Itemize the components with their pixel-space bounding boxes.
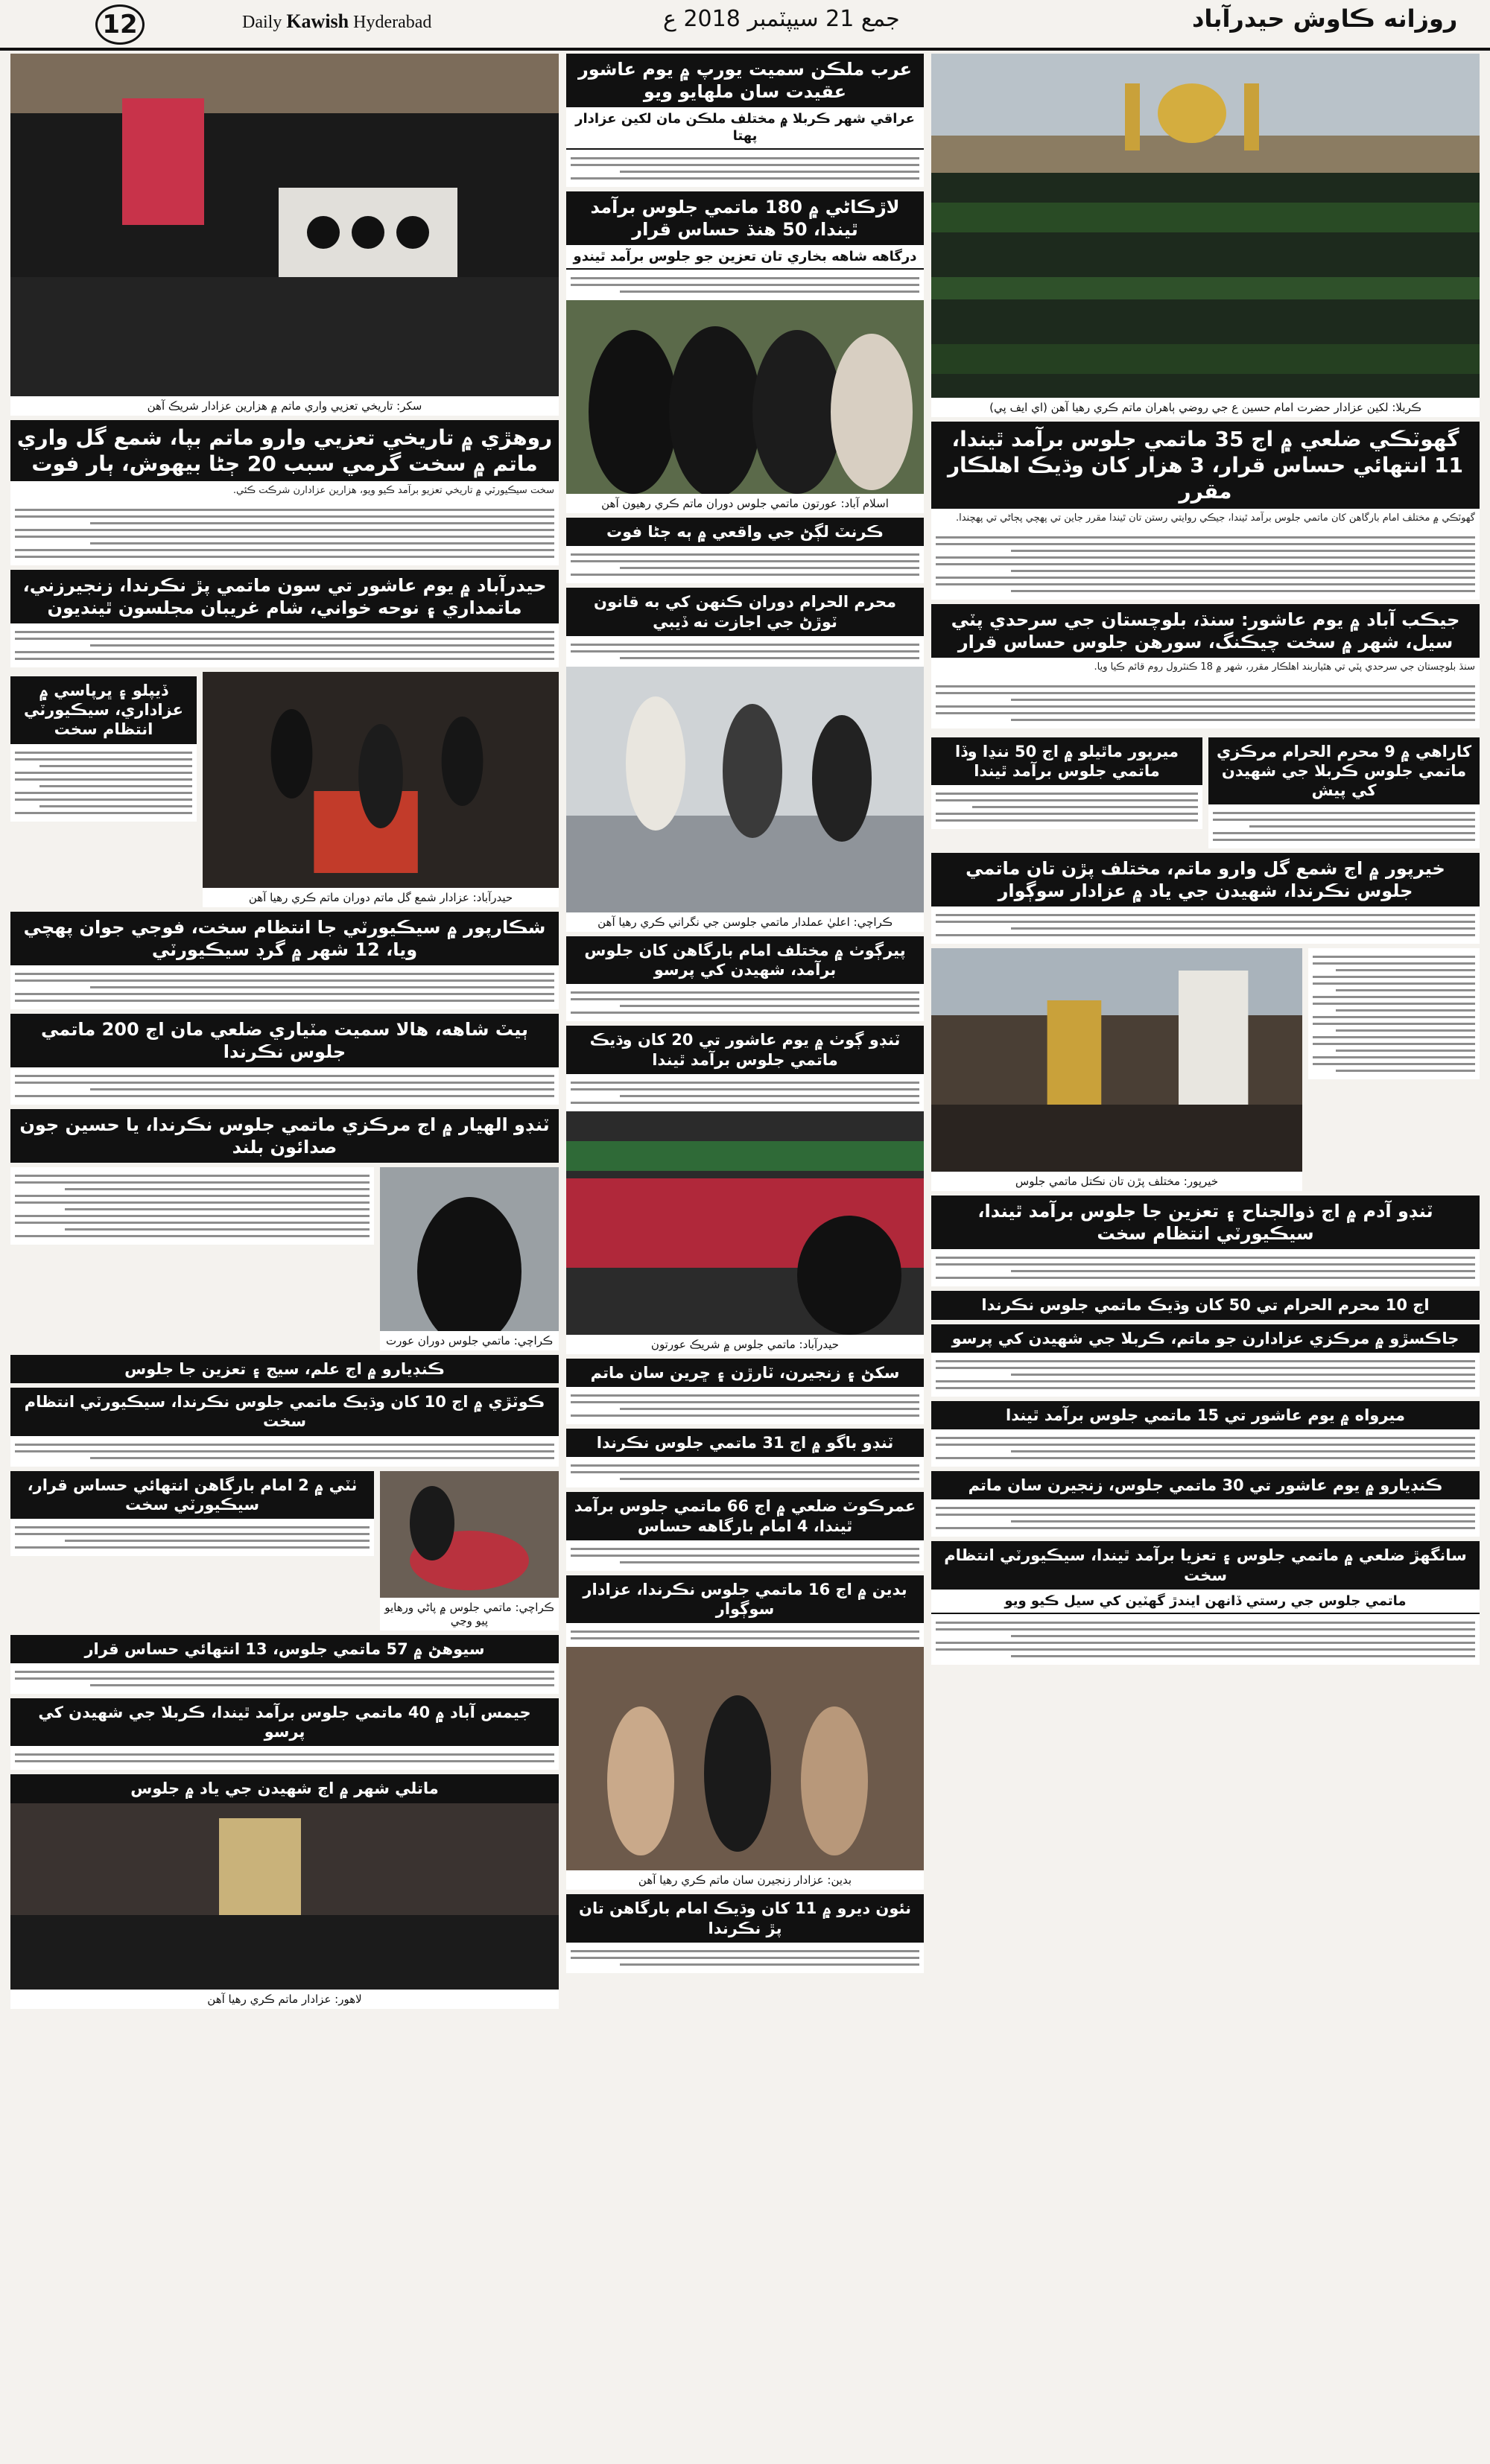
headline: ٻيٽ شاهه، هالا سميت مٽياري ضلعي مان اڄ 200 ماتمي جلوس نڪرندا — [10, 1014, 559, 1067]
article-text-lines — [566, 636, 924, 667]
headline: پيرڳوٺ ۾ مختلف امام بارگاهن کان جلوس برآمد، شهيدن کي پرسو — [566, 936, 924, 985]
photo-caption: ڪربلا: لکين عزادار حضرت امام حسين ع جي روضي ٻاهران ماتم ڪري رهيا آهن (اي ايف پي) — [931, 398, 1480, 417]
taziya-photo-icon — [10, 54, 559, 396]
headline: بدين ۾ اڄ 16 ماتمي جلوس نڪرندا، عزادار سوڳوار — [566, 1575, 924, 1624]
control-room-photo-icon — [566, 667, 924, 912]
headline: ميرواه ۾ يوم عاشور تي 15 ماتمي جلوس برآمد ٿيندا — [931, 1401, 1480, 1429]
masthead-english — [242, 10, 431, 33]
headline: سانگهڙ ضلعي ۾ ماتمي جلوس ۽ تعزيا برآمد ٿيندا، سيڪيورٽي انتظام سخت — [931, 1541, 1480, 1590]
photo-caption: خيرپور: مختلف پڙن تان نڪتل ماتمي جلوس — [931, 1172, 1302, 1191]
article-text-lines — [10, 1067, 559, 1105]
headline: ڪرنٽ لڳڻ جي واقعي ۾ ٻه ڄڻا فوت — [566, 518, 924, 546]
masthead-daily: Daily — [242, 13, 282, 32]
photo-caption: بدين: عزادار زنجيرن سان ماتم ڪري رهيا آهن — [566, 1870, 924, 1890]
photo-karbala-shrine — [931, 54, 1480, 398]
chain-mourning-photo-icon — [566, 1647, 924, 1870]
article-text-lines — [931, 785, 1202, 829]
headline: خيرپور ۾ اڄ شمع گل وارو ماتم، مختلف پڙن تان ماتمي جلوس نڪرندا، شهيدن جي ياد ۾ عزادار سوڳوار — [931, 853, 1480, 906]
article-text-lines — [1208, 804, 1480, 848]
subheadline: ماتمي جلوس جي رستي ڏانهن ايندڙ گهٽين کي سيل ڪيو ويو — [931, 1590, 1480, 1614]
article-text-lines — [10, 1746, 559, 1770]
subheadline: عراقي شهر ڪربلا ۾ مختلف ملڪن مان لکين عزادار پهتا — [566, 107, 924, 150]
article-body: گهوٽڪي ۾ مختلف امام بارگاهن کان ماتمي جلوس برآمد ٿيندا، جيڪي روايتي رستن تان ٿيندا مقرر جاين تي پهچي پڄاڻي تي پهچندا. — [931, 509, 1480, 529]
masthead — [0, 0, 1490, 51]
photo-khairpur-procession — [931, 948, 1302, 1172]
headline: عرب ملڪن سميت يورپ ۾ يوم عاشور عقيدت سان ملهايو ويو — [566, 54, 924, 107]
headline: محرم الحرام دوران ڪنهن کي به قانون ٽوڙڻ جي اجازت نه ڏيبي — [566, 588, 924, 636]
article-text-lines — [931, 1429, 1480, 1467]
story-with-photo — [10, 672, 559, 907]
photo-women-mourners — [566, 300, 924, 494]
article-text-lines — [1308, 948, 1480, 1079]
headline: شڪارپور ۾ سيڪيورٽي جا انتظام سخت، فوجي جوان پهچي ويا، 12 شهر ۾ گرڊ سيڪيورٽي — [10, 912, 559, 965]
photo-caption: ڪراچي: ماتمي جلوس ۾ پاڻي ورهايو پيو وڃي — [380, 1598, 559, 1631]
article-text-lines — [566, 1943, 924, 1973]
headline: ڪنڊيارو ۾ اڄ علم، سيج ۽ تعزين جا جلوس — [10, 1355, 559, 1383]
masthead-date: جمع 21 سيپٽمبر 2018 ع — [663, 6, 900, 32]
article-text-lines — [931, 1614, 1480, 1665]
photo-caption: ڪراچي: ماتمي جلوس دوران عورت — [380, 1331, 559, 1350]
photo-fire-walk — [203, 672, 559, 888]
headline: ٽنڊو باگو ۾ اڄ 31 ماتمي جلوس نڪرندا — [566, 1429, 924, 1457]
article-text-lines — [931, 678, 1480, 728]
headline: ٽنڊو ڳوٺ ۾ يوم عاشور تي 20 کان وڌيڪ ماتمي جلوس برآمد ٿيندا — [566, 1026, 924, 1074]
story-with-photo — [10, 1167, 559, 1350]
page-number: 12 — [95, 4, 145, 45]
headline: جيمس آباد ۾ 40 ماتمي جلوس برآمد ٿيندا، ڪربلا جي شهيدن کي پرسو — [10, 1698, 559, 1747]
column-middle — [566, 54, 924, 1973]
article-text-lines — [931, 1353, 1480, 1397]
article-text-lines — [566, 546, 924, 583]
photo-water-distribution — [380, 1471, 559, 1598]
headline: عمرڪوٽ ضلعي ۾ اڄ 66 ماتمي جلوس برآمد ٿيندا، 4 امام بارگاهه حساس — [566, 1492, 924, 1540]
headline: ٽنڊو آدم ۾ اڄ ذوالجناح ۽ تعزين جا جلوس برآمد ٿيندا، سيڪيورٽي انتظام سخت — [931, 1196, 1480, 1249]
column-left — [10, 54, 559, 2009]
photo-caption: ڪراچي: اعليٰ عملدار ماتمي جلوسن جي نگراني ڪري رهيا آهن — [566, 912, 924, 932]
headline: روهڙي ۾ تاريخي تعزيي وارو ماتم بپا، شمع گل واري ماتم ۾ سخت گرمي سبب 20 ڄڻا بيهوش، ٻار فوت — [10, 420, 559, 481]
article-text-lines — [566, 270, 924, 300]
article-text-lines — [566, 1623, 924, 1647]
headline: ڪنڊيارو ۾ يوم عاشور تي 30 ماتمي جلوس، زنجيرن سان ماتم — [931, 1471, 1480, 1499]
photo-caption: لاهور: عزادار ماتم ڪري رهيا آهن — [10, 1990, 559, 2009]
headline: گهوٽڪي ضلعي ۾ اڄ 35 ماتمي جلوس برآمد ٿيندا، 11 انتهائي حساس قرار، 3 هزار کان وڌيڪ اهلڪار مقرر — [931, 422, 1480, 509]
headline: ميرپور ماٿيلو ۾ اڄ 50 ننڍا وڏا ماتمي جلوس برآمد ٿيندا — [931, 737, 1202, 786]
article-text-lines — [10, 1519, 374, 1556]
story-with-photo — [10, 1471, 559, 1631]
article-text-lines — [10, 1663, 559, 1694]
story-with-photo — [931, 948, 1480, 1191]
photo-procession-women — [566, 1111, 924, 1335]
article-text-lines — [566, 150, 924, 187]
photo-caption: حيدرآباد: عزادار شمع گل ماتم دوران ماتم ڪري رهيا آهن — [203, 888, 559, 907]
article-text-lines — [10, 1167, 374, 1245]
headline: کاراهي ۾ 9 محرم الحرام مرڪزي ماتمي جلوس ڪربلا جي شهيدن کي پيش — [1208, 737, 1480, 805]
subheadline: درگاهه شاهه بخاري تان تعزين جو جلوس برآمد ٿيندو — [566, 245, 924, 270]
photo-officials-control-room — [566, 667, 924, 912]
two-column-stories — [931, 733, 1480, 849]
headline: ٽنڊو الهيار ۾ اڄ مرڪزي ماتمي جلوس نڪرندا، يا حسين جون صدائون بلند — [10, 1109, 559, 1163]
procession-photo-icon — [931, 948, 1302, 1172]
headline: ڏيپلو ۽ ڀرپاسي ۾ عزاداري، سيڪيورٽي انتظام سخت — [10, 676, 197, 744]
article-text-lines — [10, 623, 559, 667]
article-text-lines — [566, 984, 924, 1021]
photo-badin-chain-mourning — [566, 1647, 924, 1870]
mourners-photo-icon — [566, 300, 924, 494]
photo-rohri-taziya — [10, 54, 559, 396]
article-text-lines — [931, 1249, 1480, 1286]
photo-caption: سکر: تاريخي تعزيي واري ماتم ۾ هزارين عزادار شريڪ آهن — [10, 396, 559, 416]
woman-mourner-photo-icon — [380, 1167, 559, 1331]
masthead-name: Kawish — [286, 10, 349, 32]
article-body: سخت سيڪيورٽي ۾ تاريخي تعزيو برآمد ڪيو ويو، هزارين عزادارن شرڪت ڪئي. — [10, 481, 559, 501]
article-text-lines — [10, 501, 559, 565]
headline: اڄ 10 محرم الحرام تي 50 کان وڌيڪ ماتمي جلوس نڪرندا — [931, 1291, 1480, 1319]
headline: لاڙڪاڻي ۾ 180 ماتمي جلوس برآمد ٿيندا، 50 هنڌ حساس قرار — [566, 191, 924, 245]
article-body: سنڌ بلوچستان جي سرحدي پٽي تي هٿياربند اهلڪار مقرر، شهر ۾ 18 ڪنٽرول روم قائم ڪيا ويا. — [931, 658, 1480, 678]
article-text-lines — [931, 529, 1480, 600]
headline: سکڻ ۽ زنجيرن، ٽارڙن ۽ ڇرين سان ماتم — [566, 1359, 924, 1387]
headline: ٺٽي ۾ 2 امام بارگاهن انتهائي حساس قرار، سيڪيورٽي سخت — [10, 1471, 374, 1520]
masthead-title-sindhi: روزانه ڪاوش حيدرآباد — [1192, 4, 1458, 33]
headline: ڪوٽڙي ۾ اڄ 10 کان وڌيڪ ماتمي جلوس نڪرندا، سيڪيورٽي انتظام سخت — [10, 1388, 559, 1436]
headline: حيدرآباد ۾ يوم عاشور تي سون ماتمي پڙ نڪرندا، زنجيرزني، ماتمداري ۽ نوحه خواني، شام غريبان مجلسون ٿينديون — [10, 570, 559, 623]
photo-lahore-mourners — [10, 1803, 559, 1990]
headline: جيڪب آباد ۾ يوم عاشور: سنڌ، بلوچستان جي سرحدي پٽي سيل، شهر ۾ سخت چيڪنگ، سورهن جلوس حساس قرار — [931, 604, 1480, 658]
lahore-mourners-photo-icon — [10, 1803, 559, 1990]
headline: ماتلي شهر ۾ اڄ شهيدن جي ياد ۾ جلوس — [10, 1774, 559, 1803]
article-text-lines — [566, 1387, 924, 1424]
article-text-lines — [10, 744, 197, 822]
photo-woman-mourner — [380, 1167, 559, 1331]
water-distribution-photo-icon — [380, 1471, 559, 1598]
article-text-lines — [566, 1540, 924, 1571]
column-right — [931, 54, 1480, 1665]
article-text-lines — [10, 1436, 559, 1467]
photo-caption: حيدرآباد: ماتمي جلوس ۾ شريڪ عورتون — [566, 1335, 924, 1354]
procession-women-photo-icon — [566, 1111, 924, 1335]
photo-caption: اسلام آباد: عورتون ماتمي جلوس دوران ماتم ڪري رهيون آهن — [566, 494, 924, 513]
article-text-lines — [931, 906, 1480, 944]
article-text-lines — [10, 965, 559, 1009]
headline: نئون ديرو ۾ 11 کان وڌيڪ امام بارگاهن تان پڙ نڪرندا — [566, 1894, 924, 1943]
article-text-lines — [566, 1457, 924, 1487]
shrine-photo-icon — [931, 54, 1480, 398]
headline: سيوهڻ ۾ 57 ماتمي جلوس، 13 انتهائي حساس قرار — [10, 1635, 559, 1663]
fire-walk-photo-icon — [203, 672, 559, 888]
headline: جاڪسڙو ۾ مرڪزي عزادارن جو ماتم، ڪربلا جي شهيدن کي پرسو — [931, 1324, 1480, 1353]
masthead-city: Hyderabad — [353, 13, 432, 32]
article-text-lines — [566, 1074, 924, 1111]
article-text-lines — [931, 1499, 1480, 1537]
